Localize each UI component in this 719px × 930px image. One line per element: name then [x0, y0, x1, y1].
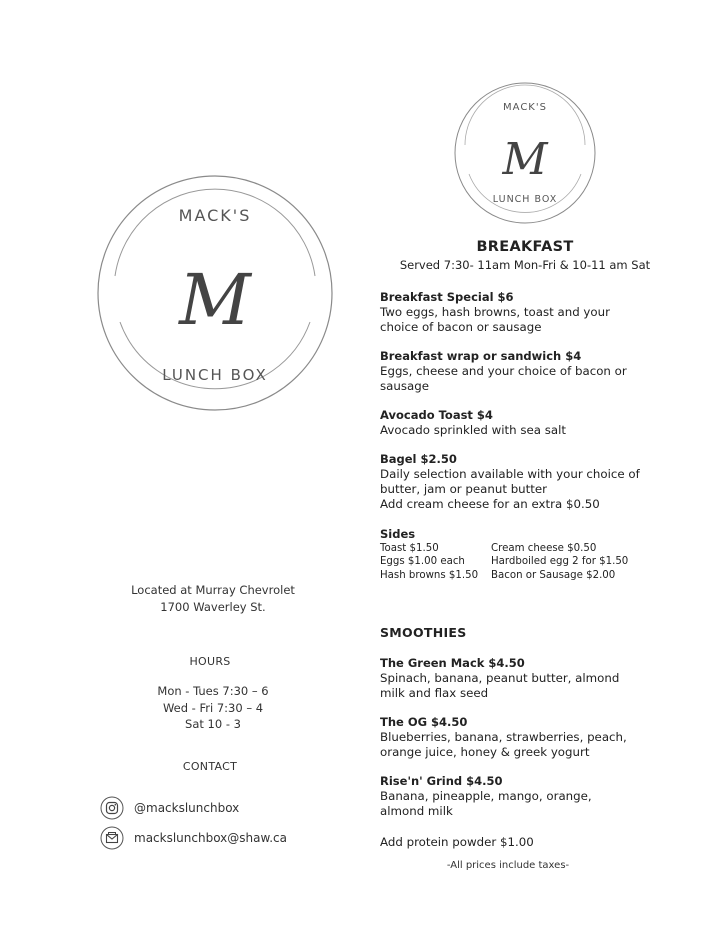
breakfast-title: BREAKFAST [476, 239, 574, 255]
location-line1: Located at Murray Chevrolet [131, 583, 295, 597]
menu-item [380, 715, 670, 760]
location [100, 582, 326, 616]
contact-heading: CONTACT [182, 760, 238, 773]
email-address[interactable]: mackslunchbox@shaw.ca [134, 831, 287, 845]
menu-item [380, 656, 670, 701]
menu-item-name: The OG $4.50 [380, 715, 468, 730]
menu-item [380, 452, 670, 512]
logo-small-bottom: LUNCH BOX [492, 194, 558, 205]
menu [380, 240, 670, 850]
menu-item-desc: Banana, pineapple, mango, orange, almond milk [380, 789, 592, 819]
instagram-handle[interactable]: @mackslunchbox [134, 801, 240, 815]
side-item: Hash browns $1.50 [380, 569, 479, 581]
menu-item-name: Breakfast Special $6 [380, 290, 514, 304]
menu-item-name: The Green Mack $4.50 [380, 656, 525, 671]
logo-small [453, 82, 597, 224]
menu-item-desc: Eggs, cheese and your choice of bacon or sausage [380, 364, 627, 393]
logo-large [78, 172, 352, 414]
menu-item-name: Breakfast wrap or sandwich $4 [380, 349, 582, 363]
hours-heading: HOURS [189, 655, 231, 668]
side-item: Toast $1.50 [380, 543, 439, 554]
prices-footnote: -All prices include taxes- [446, 860, 570, 871]
menu-item [380, 774, 670, 819]
sides-title: Sides [380, 527, 416, 541]
sides-list [380, 542, 670, 582]
email-icon [100, 826, 124, 850]
instagram-icon [100, 796, 124, 820]
menu-item [380, 290, 670, 335]
hours-line: Sat 10 - 3 [185, 717, 241, 731]
logo-small-monogram: M [502, 134, 548, 185]
logo-small-top: MACK'S [503, 102, 547, 113]
side-item: Cream cheese $0.50 [491, 543, 597, 554]
smoothies-title: SMOOTHIES [380, 625, 467, 641]
menu-item-desc: Two eggs, hash browns, toast and your choice of bacon or sausage [380, 305, 610, 334]
breakfast-served: Served 7:30- 11am Mon-Fri & 10-11 am Sat [399, 258, 651, 272]
logo-large-top: MACK'S [178, 206, 252, 225]
menu-item [380, 408, 670, 438]
menu-item [380, 349, 670, 394]
menu-item-name: Avocado Toast $4 [380, 408, 493, 422]
menu-item-desc: Blueberries, banana, strawberries, peach, orange juice, honey & greek yogurt [380, 730, 627, 760]
instagram-row[interactable] [100, 796, 239, 820]
side-item: Hardboiled egg 2 for $1.50 [491, 556, 629, 568]
side-item: Eggs $1.00 each [380, 556, 465, 568]
hours-list [120, 683, 306, 733]
hours-line: Wed - Fri 7:30 – 4 [162, 700, 264, 715]
side-item: Bacon or Sausage $2.00 [491, 569, 616, 581]
hours-line: Mon - Tues 7:30 – 6 [157, 684, 269, 698]
location-line2: 1700 Waverley St. [160, 600, 266, 614]
logo-large-bottom: LUNCH BOX [162, 366, 268, 384]
protein-addon: Add protein powder $1.00 [380, 835, 534, 850]
menu-item-name: Rise'n' Grind $4.50 [380, 774, 503, 789]
menu-item-desc: Avocado sprinkled with sea salt [380, 423, 567, 437]
menu-item-desc: Daily selection available with your choice of butter, jam or peanut butter Add cream cheese for an extra $0.50 [380, 467, 640, 511]
menu-item-name: Bagel $2.50 [380, 452, 457, 466]
logo-large-monogram: M [179, 259, 251, 341]
email-row[interactable] [100, 826, 287, 850]
menu-item-desc: Spinach, banana, peanut butter, almond milk and flax seed [380, 671, 620, 701]
